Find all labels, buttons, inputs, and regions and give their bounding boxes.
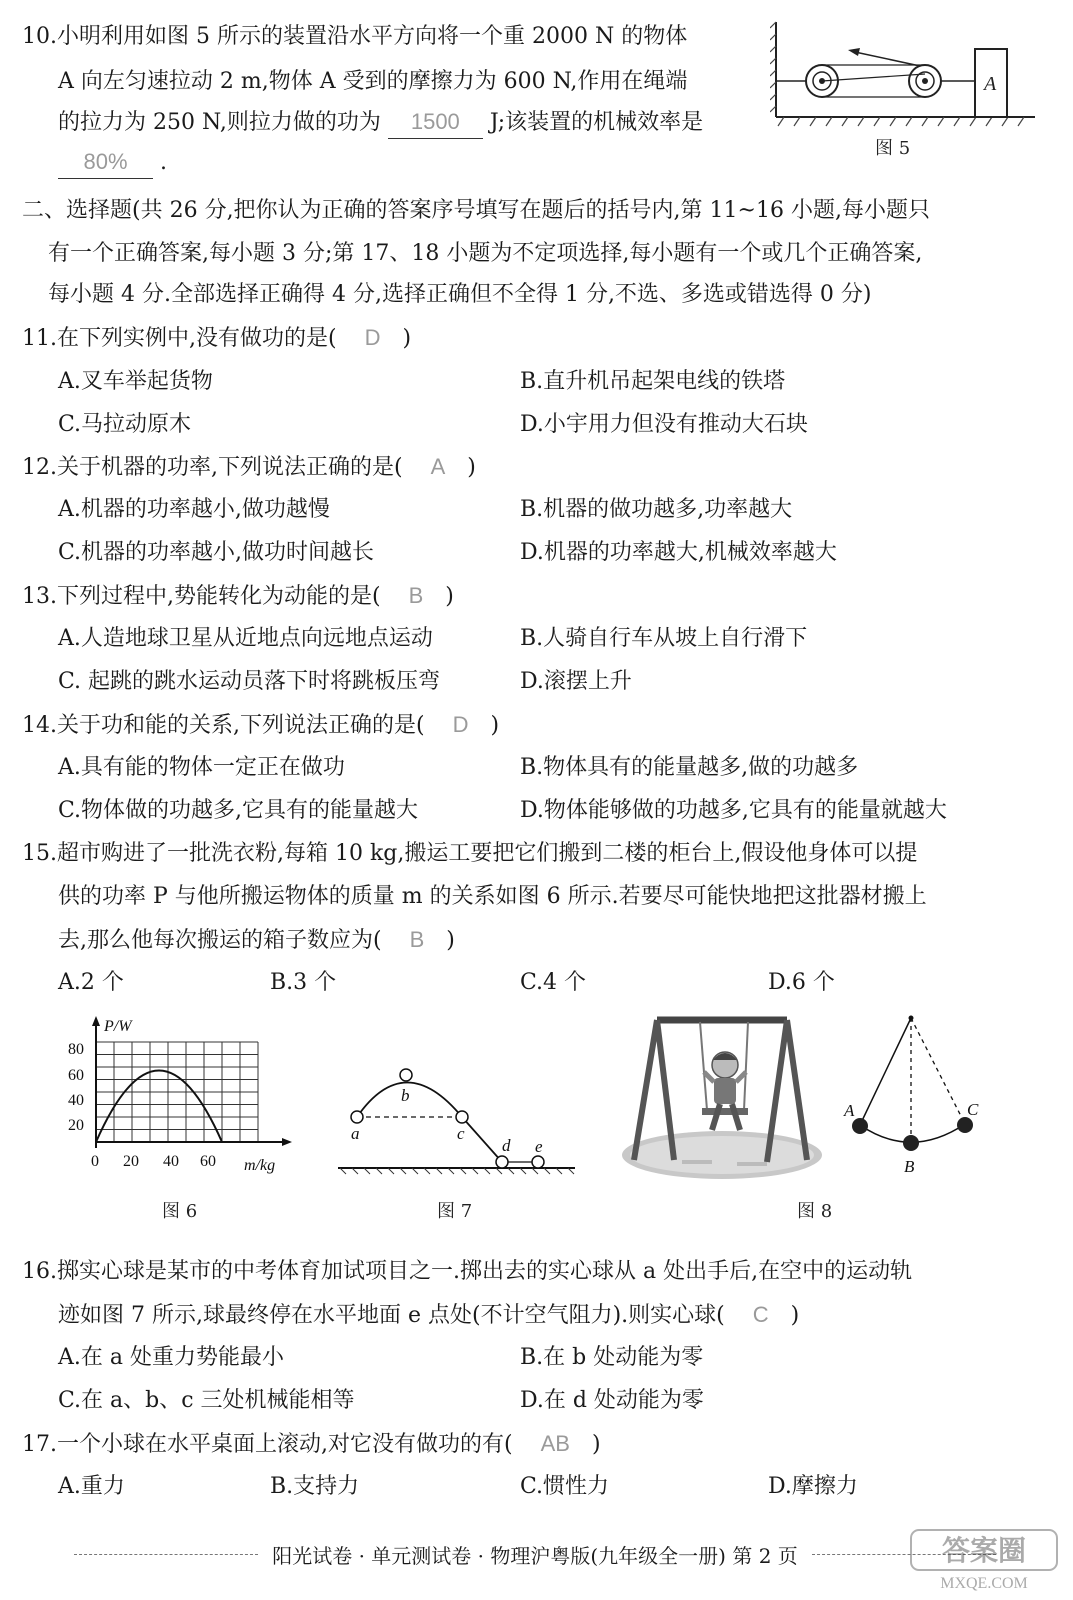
q11-option-d: D.小宇用力但没有推动大石块 — [520, 412, 808, 437]
q15-option-c: C.4 个 — [520, 970, 587, 995]
figure-5-caption: 图 5 — [875, 138, 911, 159]
q17-option-c: C.惯性力 — [520, 1474, 610, 1499]
figure-8-label-a: A — [844, 1101, 855, 1120]
q12-option-c: C.机器的功率越小,做功时间越长 — [58, 540, 375, 565]
figure-6-y-label: P/W — [104, 1018, 132, 1035]
q13-option-a: A.人造地球卫星从近地点向远地点运动 — [58, 626, 433, 651]
figure-8-label-c: C — [967, 1100, 979, 1119]
q16-option-d: D.在 d 处动能为零 — [520, 1388, 704, 1413]
q11-option-a: A.叉车举起货物 — [58, 369, 213, 394]
section-2-instructions-line3: 每小题 4 分.全部选择正确得 4 分,选择正确但不全得 1 分,不选、多选或错选得 0 分) — [48, 282, 872, 307]
footer-text: 阳光试卷 · 单元测试卷 · 物理沪粤版(九年级全一册) 第 2 页 — [272, 1544, 798, 1568]
figure-6-y-tick: 20 — [68, 1117, 84, 1134]
figure-6-y-tick: 40 — [68, 1092, 84, 1109]
figure-6-y-tick: 60 — [68, 1067, 84, 1084]
page-footer — [60, 1540, 1010, 1569]
q16-line1: 16.掷实心球是某市的中考体育加试项目之一.掷出去的实心球从 a 处出手后,在空中的运动轨 — [22, 1259, 913, 1284]
q14-answer: D — [452, 712, 469, 737]
figure-7-label-a: a — [351, 1124, 360, 1143]
q11-option-c: C.马拉动原木 — [58, 412, 192, 437]
q10-line3: 的拉力为 250 N,则拉力做的功为 1500 J;该装置的机械效率是 — [58, 107, 703, 139]
q11-answer: D — [364, 325, 381, 350]
q14-stem: 14.关于功和能的关系,下列说法正确的是( D ) — [22, 712, 500, 738]
q15-option-a: A.2 个 — [58, 970, 124, 995]
figure-7-label-b: b — [401, 1086, 410, 1105]
q15-option-b: B.3 个 — [270, 970, 337, 995]
q13-answer: B — [408, 583, 424, 608]
q16-option-b: B.在 b 处动能为零 — [520, 1345, 704, 1370]
figure-6-x-tick: 20 — [123, 1153, 139, 1170]
q14-option-d: D.物体能够做的功越多,它具有的能量就越大 — [520, 798, 947, 823]
q10-line4: 80% . — [58, 147, 167, 179]
figure-6-x-tick: 40 — [163, 1153, 179, 1170]
figure-8-label-b: B — [904, 1157, 915, 1174]
q10-line2: A 向左匀速拉动 2 m,物体 A 受到的摩擦力为 600 N,作用在绳端 — [58, 69, 688, 94]
figure-6-x-tick: 0 — [91, 1153, 99, 1170]
q11-stem: 11.在下列实例中,没有做功的是( D ) — [22, 325, 412, 351]
q17-option-d: D.摩擦力 — [768, 1474, 858, 1499]
q13-option-d: D.滚摆上升 — [520, 669, 632, 694]
q15-option-d: D.6 个 — [768, 970, 835, 995]
q10-answer-blank-1: 1500 — [388, 107, 483, 139]
q17-answer: AB — [540, 1431, 570, 1456]
figure-6-caption: 图 6 — [162, 1201, 198, 1222]
figure-7-caption: 图 7 — [437, 1201, 473, 1222]
figure-7-trajectory — [330, 1050, 580, 1180]
q13-option-b: B.人骑自行车从坡上自行滑下 — [520, 626, 808, 651]
q15-line2: 供的功率 P 与他所搬运物体的质量 m 的关系如图 6 所示.若要尽可能快地把这批器材搬上 — [58, 884, 927, 909]
figure-6-x-label: m/kg — [244, 1157, 276, 1174]
section-2-instructions-line1: 二、选择题(共 26 分,把你认为正确的答案序号填写在题后的括号内,第 11~16 小题,每小题只 — [22, 198, 930, 223]
swing-illustration — [612, 1010, 827, 1185]
watermark-url: MXQE.COM — [940, 1575, 1028, 1592]
q17-option-a: A.重力 — [58, 1474, 125, 1499]
q17-stem: 17.一个小球在水平桌面上滚动,对它没有做功的有( AB ) — [22, 1431, 601, 1457]
figure-5-pulley-diagram — [770, 14, 1040, 134]
figure-6-y-tick: 80 — [68, 1041, 84, 1058]
q16-line2: 迹如图 7 所示,球最终停在水平地面 e 点处(不计空气阻力).则实心球( C ) — [58, 1302, 800, 1328]
q13-stem: 13.下列过程中,势能转化为动能的是( B ) — [22, 583, 454, 609]
section-2-instructions-line2: 有一个正确答案,每小题 3 分;第 17、18 小题为不定项选择,每小题有一个或几个正确答案, — [48, 241, 923, 266]
figure-5-label-a: A — [984, 73, 997, 95]
watermark-logo — [909, 1528, 1059, 1592]
q10-line1: 10.小明利用如图 5 所示的装置沿水平方向将一个重 2000 N 的物体 — [22, 24, 688, 49]
q15-answer: B — [409, 927, 425, 952]
q14-option-c: C.物体做的功越多,它具有的能量越大 — [58, 798, 419, 823]
q16-option-c: C.在 a、b、c 三处机械能相等 — [58, 1388, 355, 1413]
figure-6-x-tick: 60 — [200, 1153, 216, 1170]
figure-7-label-c: c — [457, 1124, 465, 1143]
q14-option-b: B.物体具有的能量越多,做的功越多 — [520, 755, 859, 780]
figure-6-power-mass-graph — [60, 1012, 300, 1187]
q12-stem: 12.关于机器的功率,下列说法正确的是( A ) — [22, 454, 476, 480]
q11-option-b: B.直升机吊起架电线的铁塔 — [520, 369, 786, 394]
q12-option-a: A.机器的功率越小,做功越慢 — [58, 497, 330, 522]
q16-option-a: A.在 a 处重力势能最小 — [58, 1345, 284, 1370]
q12-answer: A — [430, 454, 446, 479]
q16-answer: C — [752, 1302, 769, 1327]
watermark-text: 答案圈 — [941, 1536, 1027, 1567]
figure-8-pendulum — [838, 1012, 998, 1174]
q15-line3: 去,那么他每次搬运的箱子数应为( B ) — [58, 927, 455, 953]
q13-option-c: C. 起跳的跳水运动员落下时将跳板压弯 — [58, 669, 441, 694]
figure-7-label-d: d — [502, 1136, 511, 1155]
q15-line1: 15.超市购进了一批洗衣粉,每箱 10 kg,搬运工要把它们搬到二楼的柜台上,假设他身体可以提 — [22, 841, 918, 866]
q12-option-b: B.机器的做功越多,功率越大 — [520, 497, 793, 522]
q17-option-b: B.支持力 — [270, 1474, 360, 1499]
figure-8-caption: 图 8 — [797, 1201, 833, 1222]
q12-option-d: D.机器的功率越大,机械效率越大 — [520, 540, 837, 565]
q10-answer-blank-2: 80% — [58, 147, 153, 179]
q14-option-a: A.具有能的物体一定正在做功 — [58, 755, 345, 780]
figure-7-label-e: e — [535, 1137, 543, 1156]
